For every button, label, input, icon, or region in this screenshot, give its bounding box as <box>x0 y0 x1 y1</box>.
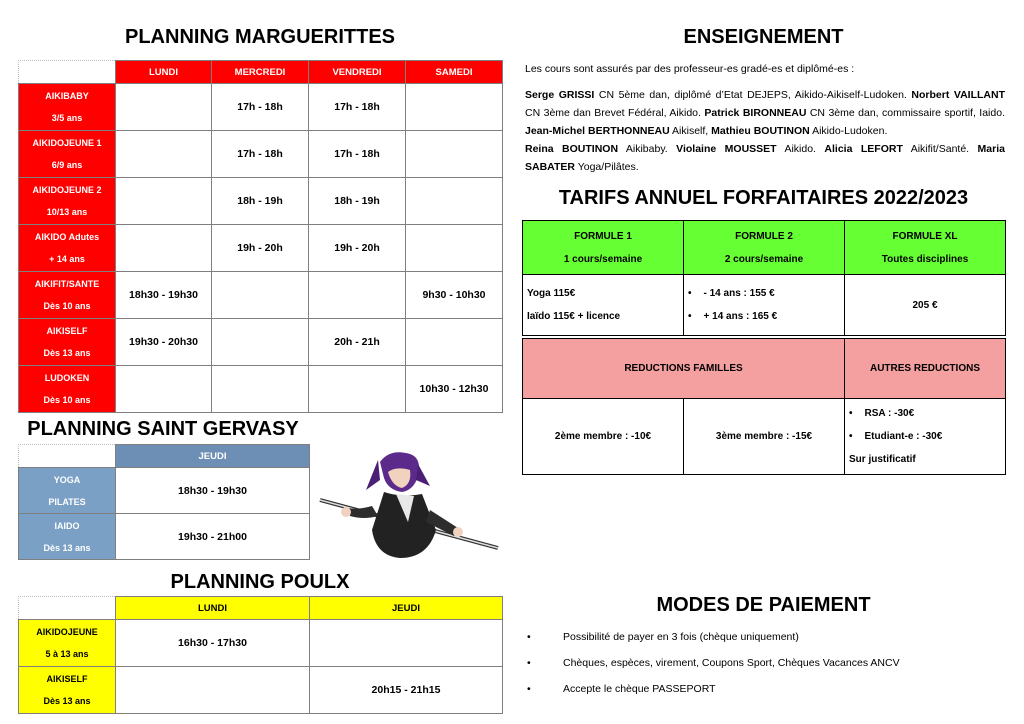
formule1-prices: Yoga 115€ Iaïdo 115€ + licence <box>523 275 684 336</box>
schedule-cell: 10h30 - 12h30 <box>406 366 503 413</box>
marguerittes-title: PLANNING MARGUERITTES <box>125 26 395 48</box>
formulexl-price: 205 € <box>845 275 1006 336</box>
day-header: VENDREDI <box>309 61 406 84</box>
course-label: YOGA PILATES <box>19 468 116 514</box>
teacher-name: Norbert VAILLANT <box>911 89 1005 101</box>
gervasy-table <box>18 444 310 560</box>
course-label: AIKIDOJEUNE 5 à 13 ans <box>19 620 116 667</box>
paiement-item: • Chèques, espèces, virement, Coupons Sport, Chèques Vacances ANCV <box>527 657 900 669</box>
course-label: AIKIDOJEUNE 1 6/9 ans <box>19 131 116 178</box>
schedule-cell: 9h30 - 10h30 <box>406 272 503 319</box>
gervasy-title: PLANNING SAINT GERVASY <box>27 418 299 440</box>
teacher-name: Alicia LEFORT <box>824 143 903 155</box>
schedule-cell: 19h - 20h <box>212 225 309 272</box>
day-header: JEUDI <box>310 597 503 620</box>
schedule-cell: 18h30 - 19h30 <box>116 468 310 514</box>
membre2-reduction: 2ème membre : -10€ <box>523 399 684 475</box>
course-label: AIKIBABY 3/5 ans <box>19 84 116 131</box>
schedule-cell <box>309 272 406 319</box>
tarifs-title: TARIFS ANNUEL FORFAITAIRES 2022/2023 <box>558 187 969 209</box>
schedule-cell <box>116 225 212 272</box>
teacher-name: Jean-Michel BERTHONNEAU <box>525 125 670 137</box>
schedule-cell: 17h - 18h <box>309 84 406 131</box>
enseignement-text <box>525 60 1005 176</box>
course-label: AIKISELF Dès 13 ans <box>19 319 116 366</box>
teacher-name: Patrick BIRONNEAU <box>704 107 807 119</box>
paiement-title: MODES DE PAIEMENT <box>656 594 871 616</box>
corner-cell <box>19 61 116 84</box>
schedule-cell <box>116 366 212 413</box>
schedule-cell <box>406 131 503 178</box>
day-header: JEUDI <box>116 445 310 468</box>
schedule-cell <box>116 84 212 131</box>
day-header: MERCREDI <box>212 61 309 84</box>
course-label: AIKIFIT/SANTE Dès 10 ans <box>19 272 116 319</box>
formule-header: FORMULE 1 1 cours/semaine <box>523 221 684 275</box>
schedule-cell <box>116 131 212 178</box>
teacher-name: Violaine MOUSSET <box>676 143 777 155</box>
schedule-cell: 16h30 - 17h30 <box>116 620 310 667</box>
teacher-name: Mathieu BOUTINON <box>711 125 810 137</box>
schedule-cell <box>212 366 309 413</box>
schedule-cell <box>212 272 309 319</box>
course-label: LUDOKEN Dès 10 ans <box>19 366 116 413</box>
schedule-cell <box>406 319 503 366</box>
schedule-cell <box>116 178 212 225</box>
autres-reductions-list: • RSA : -30€ • Etudiant-e : -30€ Sur justificatif <box>845 399 1006 475</box>
corner-cell <box>19 597 116 620</box>
day-header: LUNDI <box>116 597 310 620</box>
schedule-cell <box>212 319 309 366</box>
formule2-prices: • - 14 ans : 155 € • + 14 ans : 165 € <box>684 275 845 336</box>
course-label: AIKISELF Dès 13 ans <box>19 667 116 714</box>
schedule-cell: 17h - 18h <box>212 84 309 131</box>
paiement-list <box>525 624 1005 702</box>
schedule-cell: 19h - 20h <box>309 225 406 272</box>
schedule-cell: 18h - 19h <box>309 178 406 225</box>
enseignement-title: ENSEIGNEMENT <box>683 26 844 48</box>
schedule-cell: 17h - 18h <box>212 131 309 178</box>
poulx-title: PLANNING POULX <box>170 571 350 593</box>
membre3-reduction: 3ème membre : -15€ <box>684 399 845 475</box>
day-header: LUNDI <box>116 61 212 84</box>
formule-header: FORMULE XL Toutes disciplines <box>845 221 1006 275</box>
schedule-cell: 20h - 21h <box>309 319 406 366</box>
day-header: SAMEDI <box>406 61 503 84</box>
marguerittes-table <box>18 60 503 413</box>
samurai-illustration <box>318 450 504 560</box>
schedule-cell <box>309 366 406 413</box>
schedule-cell: 19h30 - 20h30 <box>116 319 212 366</box>
teacher-name: Maria SABATER <box>525 143 1005 173</box>
schedule-cell <box>310 620 503 667</box>
reductions-table <box>522 338 1006 475</box>
course-label: AIKIDOJEUNE 2 10/13 ans <box>19 178 116 225</box>
schedule-cell: 18h30 - 19h30 <box>116 272 212 319</box>
schedule-cell <box>406 84 503 131</box>
teacher-name: Reina BOUTINON <box>525 143 619 155</box>
poulx-table <box>18 596 503 714</box>
reductions-familles-header: REDUCTIONS FAMILLES <box>523 339 845 399</box>
schedule-cell: 19h30 - 21h00 <box>116 514 310 560</box>
formule-header: FORMULE 2 2 cours/semaine <box>684 221 845 275</box>
course-label: IAIDO Dès 13 ans <box>19 514 116 560</box>
paiement-item: • Possibilité de payer en 3 fois (chèque uniquement) <box>527 631 799 643</box>
schedule-cell <box>116 667 310 714</box>
schedule-cell: 17h - 18h <box>309 131 406 178</box>
course-label: AIKIDO Adutes + 14 ans <box>19 225 116 272</box>
enseignement-intro: Les cours sont assurés par des professeur-es gradé-es et diplômé-es : <box>525 63 855 75</box>
teacher-name: Serge GRISSI <box>525 89 595 101</box>
tarifs-table <box>522 220 1006 336</box>
paiement-item: • Accepte le chèque PASSEPORT <box>527 683 716 695</box>
schedule-cell <box>406 178 503 225</box>
autres-reductions-header: AUTRES REDUCTIONS <box>845 339 1006 399</box>
schedule-cell: 20h15 - 21h15 <box>310 667 503 714</box>
schedule-cell: 18h - 19h <box>212 178 309 225</box>
schedule-cell <box>406 225 503 272</box>
teachers-paragraph: Serge GRISSI CN 5ème dan, diplômé d’Etat DEJEPS, Aikido-Aikiself-Ludoken. Norbert VAILLANT CN 3ème dan Brevet Fédéral, Aikido. Patrick BIRONNEAU CN 3ème dan, commissaire sportif, Iaido. Jean-Michel BERTHONNEAU Aikiself, Mathieu BOUTINON Aikido-Ludoken. Reina BOUTINON Aikibaby. Violaine MOUSSET Aikido. Alicia LEFORT Aikifit/Santé. Maria SABATER Yoga/Pilâtes. <box>525 89 1005 173</box>
corner-cell <box>19 445 116 468</box>
